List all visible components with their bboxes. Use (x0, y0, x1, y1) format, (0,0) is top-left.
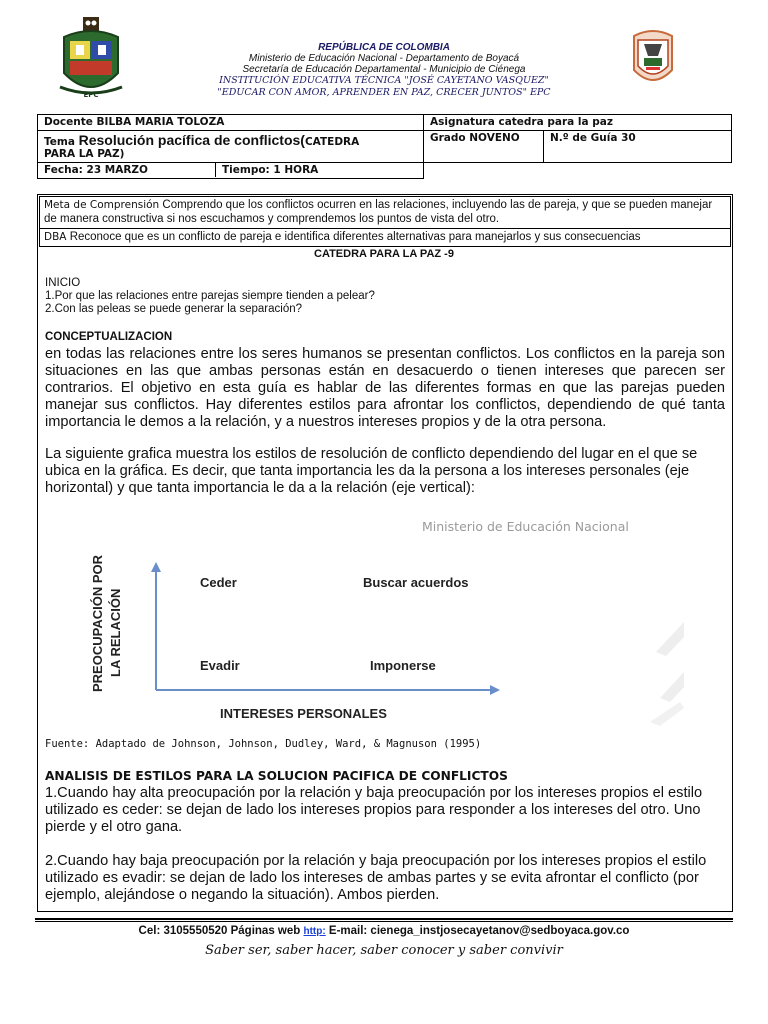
header-secretaria: Secretaría de Educación Departamental - Municipio de Ciénega (242, 64, 526, 75)
quadrant-evadir: Evadir (200, 658, 240, 673)
figure-watermark: Ministerio de Educación Nacional (422, 519, 629, 534)
footer-email: E-mail: cienega_instjosecayetanov@sedboyaca.gov.co (325, 925, 630, 937)
tema-line2: PARA LA PAZ) (44, 148, 125, 160)
tema-rest: CATEDRA (304, 136, 360, 148)
section-title: CATEDRA PARA LA PAZ -9 (314, 248, 454, 260)
conflict-styles-figure (60, 512, 684, 726)
info-table (37, 114, 732, 179)
header-ministry: Ministerio de Educación Nacional - Departamento de Boyacá (248, 53, 520, 64)
analisis-heading: ANALISIS DE ESTILOS PARA LA SOLUCION PACIFICA DE CONFLICTOS (45, 769, 508, 783)
footer-rule-top (35, 918, 733, 920)
footer-cel: Cel: 3105550520 Páginas web (138, 925, 304, 937)
analisis-paragraph-1: 1.Cuando hay alta preocupación por la relación y baja preocupación por los intereses propios el estilo utilizado es ceder: se dejan de lado los intereses propios para responder a los intereses del otro. Uno pierde y el otro gana. (45, 785, 703, 835)
concept-heading: CONCEPTUALIZACION (45, 331, 173, 343)
footer-rule-bottom (35, 921, 733, 922)
tema-cell (38, 131, 424, 163)
footer-http-link[interactable]: http: (303, 926, 326, 937)
fecha-tiempo-cell (38, 163, 424, 179)
quadrant-ceder: Ceder (200, 575, 237, 590)
meta-text (44, 198, 728, 226)
meta-label: Meta de Comprensión (44, 199, 160, 211)
header-republic: REPÚBLICA DE COLOMBIA (318, 42, 450, 53)
dba-body: Reconoce que es un conflicto de pareja e identifica diferentes alternativas para manejarlos y sus consecuencias (69, 231, 641, 243)
docente-cell: Docente BILBA MARIA TOLOZA (38, 115, 424, 131)
dba-text (44, 230, 728, 244)
inicio-heading: INICIO (45, 277, 81, 289)
guia-cell: N.º de Guía 30 (544, 131, 732, 163)
header-slogan: "EDUCAR CON AMOR, APRENDER EN PAZ, CRECER JUNTOS" EPC (217, 87, 551, 98)
quadrant-imponerse: Imponerse (370, 658, 436, 673)
y-axis-label-2: LA RELACIÓN (108, 588, 123, 677)
footer-motto: Saber ser, saber hacer, saber conocer y saber convivir (205, 943, 563, 958)
grafica-paragraph: La siguiente grafica muestra los estilos de resolución de conflicto dependiendo del lugar en el que se ubica en la gráfica. Es decir, que tanta importancia les da la persona a los intereses personales (eje horizontal) y que tanta importancia le da a la relación (eje vertical): (45, 446, 698, 496)
tiempo-cell: Tiempo: 1 HORA (222, 164, 319, 176)
header-institution: INSTITUCIÓN EDUCATIVA TÉCNICA "JOSÉ CAYETANO VASQUEZ" (219, 75, 549, 86)
question-1: 1.Por que las relaciones entre parejas siempre tienden a pelear? (45, 290, 375, 302)
quadrant-buscar-acuerdos: Buscar acuerdos (363, 575, 469, 590)
tema-label: Tema (44, 136, 79, 148)
concept-paragraph: en todas las relaciones entre los seres humanos se presentan conflictos. Los conflictos en la pareja son situaciones en las que ambas personas están en desacuerdo o tienen intereses que parecen ser contrarios. El objetivo en esta guía es hablar de las diferentes formas en que las parejas pueden manejar sus conflictos. Hay diferentes estilos para afrontar los conflictos, dependiendo de qué tanta importancia le demos a la relación, y a nuestros intereses propios y de la otra persona. (45, 346, 725, 430)
fecha-cell: Fecha: 23 MARZO (38, 163, 216, 177)
dba-label: DBA (44, 231, 67, 243)
y-axis-label-1: PREOCUPACIÓN POR (90, 555, 105, 692)
figure-source: Fuente: Adaptado de Johnson, Johnson, Dudley, Ward, & Magnuson (1995) (45, 738, 482, 750)
grado-cell: Grado NOVENO (424, 131, 544, 163)
svg-text:EPC: EPC (83, 91, 99, 99)
analisis-paragraph-2: 2.Cuando hay baja preocupación por la relación y baja preocupación por los intereses propios el estilo utilizado es evadir: se dejan de lado los intereses de ambas partes y se evita afrontar el conflicto (por ejemplo, alejándose o negando la situación). Ambos pierden. (45, 853, 707, 903)
tema-title: Resolución pacífica de conflictos( (78, 132, 305, 148)
x-axis-label: INTERESES PERSONALES (220, 706, 387, 721)
meta-body: Comprendo que los conflictos ocurren en las relaciones, incluyendo las de pareja, y que se pueden manejar de manera constructiva si nos escuchamos y comprendemos los puntos de vista del otro. (44, 199, 713, 225)
question-2: 2.Con las peleas se puede generar la separación? (45, 303, 303, 315)
footer-contact (0, 925, 768, 937)
asignatura-cell: Asignatura catedra para la paz (424, 115, 732, 131)
